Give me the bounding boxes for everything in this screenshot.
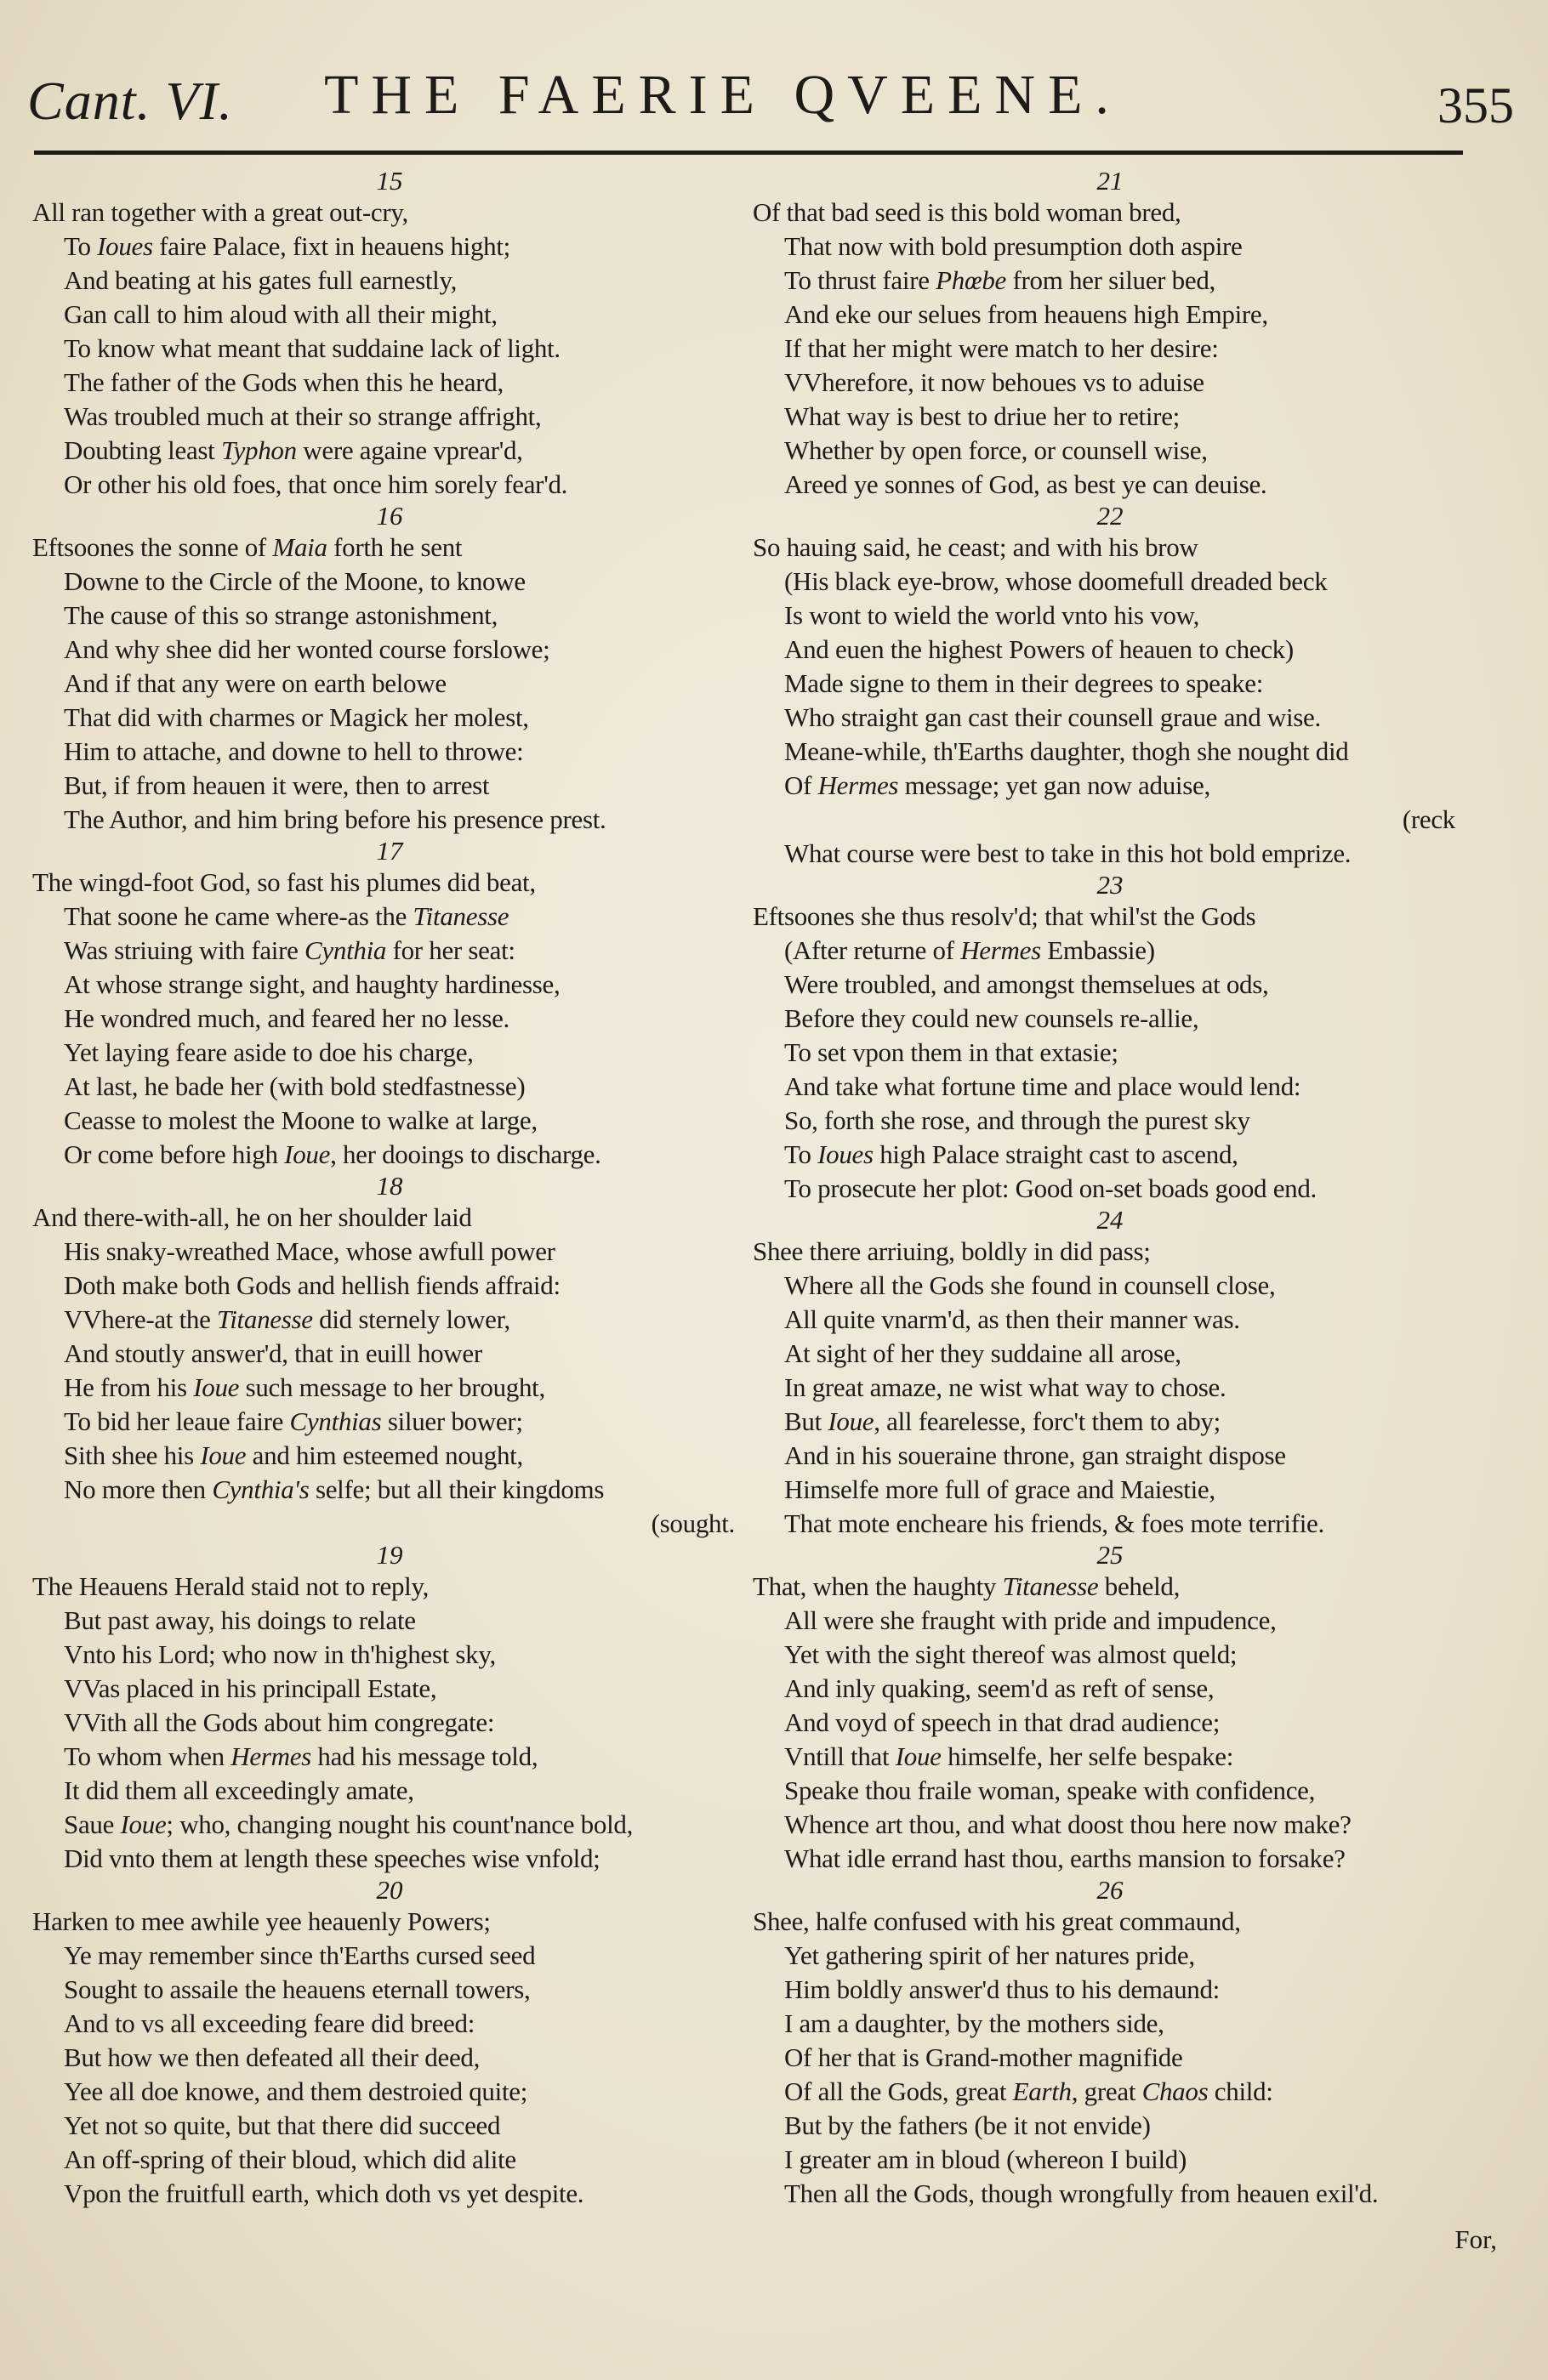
- verse-line: VVith all the Gods about him congregate:: [64, 1707, 495, 1737]
- verse-line: To set vpon them in that extasie;: [784, 1037, 1118, 1067]
- verse-line: The cause of this so strange astonishment,: [64, 600, 498, 630]
- verse-line: Vpon the fruitfull earth, which doth vs yet despite.: [64, 2178, 584, 2208]
- verse-line: Were troubled, and amongst themselues at ods,: [784, 969, 1269, 999]
- verse-line: Did vnto them at length these speeches wise vnfold;: [64, 1843, 600, 1873]
- header-rule: [34, 151, 1463, 155]
- verse-line: Shee, halfe confused with his great commaund,: [753, 1906, 1241, 1936]
- verse-line: He from his Ioue such message to her brought,: [64, 1372, 545, 1402]
- verse-line: Where all the Gods she found in counsell close,: [784, 1270, 1276, 1300]
- verse-line: And euen the highest Powers of heauen to check): [784, 634, 1294, 664]
- verse-line: It did them all exceedingly amate,: [64, 1775, 414, 1805]
- verse-line: Or other his old foes, that once him sorely fear'd.: [64, 469, 568, 499]
- verse-line: Or come before high Ioue, her dooings to discharge.: [64, 1139, 601, 1169]
- verse-line: That did with charmes or Magick her molest,: [64, 702, 529, 732]
- verse-line: Yet with the sight thereof was almost queld;: [784, 1639, 1238, 1669]
- verse-line: Who straight gan cast their counsell graue and wise.: [784, 702, 1321, 732]
- verse-line: And eke our selues from heauens high Empire,: [784, 299, 1268, 329]
- verse-line: Eftsoones the sonne of Maia forth he sent: [32, 532, 463, 562]
- verse-line: But past away, his doings to relate: [64, 1605, 416, 1635]
- verse-line: All ran together with a great out-cry,: [32, 197, 409, 227]
- verse-line: Yet not so quite, but that there did succeed: [64, 2110, 501, 2140]
- verse-line: Yet gathering spirit of her natures pride,: [784, 1940, 1195, 1970]
- verse-line: Harken to mee awhile yee heauenly Powers;: [32, 1906, 491, 1936]
- verse-line: What course were best to take in this hot bold emprize.: [784, 838, 1352, 868]
- verse-line: All quite vnarm'd, as then their manner was.: [784, 1304, 1240, 1334]
- verse-line: Whether by open force, or counsell wise,: [784, 435, 1208, 465]
- catchword: For,: [1454, 2224, 1497, 2254]
- left-column: [32, 167, 747, 2211]
- verse-line: Sought to assaile the heauens eternall towers,: [64, 1974, 531, 2004]
- verse-line: (His black eye-brow, whose doomefull dreaded beck: [784, 566, 1328, 596]
- verse-line: Him boldly answer'd thus to his demaund:: [784, 1974, 1220, 2004]
- verse-line: At sight of her they suddaine all arose,: [784, 1338, 1181, 1368]
- verse-line: Doth make both Gods and hellish fiends affraid:: [64, 1270, 561, 1300]
- verse-line: Vntill that Ioue himselfe, her selfe bespake:: [784, 1741, 1234, 1771]
- verse-line: At whose strange sight, and haughty hardinesse,: [64, 969, 561, 999]
- stanza-number: 23: [1096, 870, 1124, 900]
- verse-line: Eftsoones she thus resolv'd; that whil'st the Gods: [753, 901, 1256, 931]
- verse-line: Made signe to them in their degrees to speake:: [784, 668, 1264, 698]
- right-column: [753, 167, 1467, 2211]
- stanza-number: 18: [376, 1171, 403, 1201]
- canto-label: Cant. VI.: [27, 71, 233, 131]
- verse-line: And if that any were on earth belowe: [64, 668, 447, 698]
- verse-line: VVhere-at the Titanesse did sternely lower,: [64, 1304, 510, 1334]
- stanza-number: 21: [1096, 166, 1124, 196]
- verse-line: Was troubled much at their so strange affright,: [64, 401, 542, 431]
- stanza-number: 17: [376, 836, 403, 866]
- stanza-number: 25: [1096, 1540, 1124, 1570]
- verse-line: Then all the Gods, though wrongfully from heauen exil'd.: [784, 2178, 1379, 2208]
- verse-line: And in his soueraine throne, gan straight dispose: [784, 1440, 1286, 1470]
- verse-line: The father of the Gods when this he heard,: [64, 367, 504, 397]
- verse-line: All were she fraught with pride and impudence,: [784, 1605, 1277, 1635]
- verse-line: But how we then defeated all their deed,: [64, 2042, 481, 2072]
- stanza-number: 20: [376, 1875, 403, 1905]
- verse-line: Downe to the Circle of the Moone, to knowe: [64, 566, 526, 596]
- verse-line: The Heauens Herald staid not to reply,: [32, 1571, 430, 1601]
- verse-line: At last, he bade her (with bold stedfastnesse): [64, 1071, 526, 1101]
- verse-line: That now with bold presumption doth aspire: [784, 231, 1243, 261]
- verse-line: Ceasse to molest the Moone to walke at large,: [64, 1105, 538, 1135]
- verse-line: And there-with-all, he on her shoulder laid: [32, 1202, 472, 1232]
- verse-line: Saue Ioue; who, changing nought his count'nance bold,: [64, 1809, 634, 1839]
- verse-line: Ye may remember since th'Earths cursed seed: [64, 1940, 536, 1970]
- verse-line: So hauing said, he ceast; and with his brow: [753, 532, 1198, 562]
- verse-line: To bid her leaue faire Cynthias siluer bower;: [64, 1406, 523, 1436]
- verse-line: And voyd of speech in that drad audience;: [784, 1707, 1221, 1737]
- verse-line: Vnto his Lord; who now in th'highest sky,: [64, 1639, 497, 1669]
- verse-line: Of all the Gods, great Earth, great Chaos child:: [784, 2076, 1273, 2106]
- stanza-number: 15: [376, 166, 403, 196]
- verse-line: If that her might were match to her desire:: [784, 333, 1219, 363]
- verse-line: To Ioues high Palace straight cast to ascend,: [784, 1139, 1238, 1169]
- verse-line: That mote encheare his friends, & foes mote terrifie.: [784, 1508, 1324, 1538]
- verse-line: I am a daughter, by the mothers side,: [784, 2008, 1164, 2038]
- verse-line: Yee all doe knowe, and them destroied quite;: [64, 2076, 528, 2106]
- verse-line: No more then Cynthia's selfe; but all their kingdoms: [64, 1474, 605, 1504]
- verse-line: To prosecute her plot: Good on-set boads good end.: [784, 1173, 1318, 1203]
- verse-line: Areed ye sonnes of God, as best ye can deuise.: [784, 469, 1267, 499]
- running-header: [0, 0, 1548, 170]
- verse-line: What idle errand hast thou, earths mansion to forsake?: [784, 1843, 1346, 1873]
- verse-line: Him to attache, and downe to hell to throwe:: [64, 736, 524, 766]
- verse-line: That soone he came where-as the Titanesse: [64, 901, 509, 931]
- verse-line: Yet laying feare aside to doe his charge,: [64, 1037, 474, 1067]
- verse-line: And take what fortune time and place would lend:: [784, 1071, 1301, 1101]
- verse-line: I greater am in bloud (whereon I build): [784, 2144, 1187, 2174]
- verse-line: Meane-while, th'Earths daughter, thogh she nought did: [784, 736, 1349, 766]
- verse-line: Of her that is Grand-mother magnifide: [784, 2042, 1183, 2072]
- verse-line: The wingd-foot God, so fast his plumes did beat,: [32, 867, 536, 897]
- verse-line: An off-spring of their bloud, which did alite: [64, 2144, 516, 2174]
- verse-line: In great amaze, ne wist what way to chose.: [784, 1372, 1226, 1402]
- stanza-number: 26: [1096, 1875, 1124, 1905]
- verse-line: But Ioue, all fearelesse, forc't them to aby;: [784, 1406, 1221, 1436]
- verse-line: To know what meant that suddaine lack of light.: [64, 333, 561, 363]
- page-number: 355: [1437, 77, 1514, 133]
- verse-line: To whom when Hermes had his message told,: [64, 1741, 538, 1771]
- verse-line: Sith shee his Ioue and him esteemed nought,: [64, 1440, 523, 1470]
- verse-line: (After returne of Hermes Embassie): [784, 935, 1155, 965]
- verse-line: So, forth she rose, and through the purest sky: [784, 1105, 1250, 1135]
- verse-line: Of Hermes message; yet gan now aduise,: [784, 770, 1210, 800]
- verse-line: But by the fathers (be it not envide): [784, 2110, 1151, 2140]
- verse-line: (sought.: [651, 1508, 735, 1538]
- verse-line: He wondred much, and feared her no lesse.: [64, 1003, 510, 1033]
- verse-line: Shee there arriuing, boldly in did pass;: [753, 1236, 1151, 1266]
- verse-line: Was striuing with faire Cynthia for her seat:: [64, 935, 515, 965]
- verse-line: And stoutly answer'd, that in euill hower: [64, 1338, 482, 1368]
- verse-line: Whence art thou, and what doost thou here now make?: [784, 1809, 1352, 1839]
- verse-line: The Author, and him bring before his presence prest.: [64, 804, 606, 834]
- verse-line: And inly quaking, seem'd as reft of sense,: [784, 1673, 1215, 1703]
- verse-line: Himselfe more full of grace and Maiestie,: [784, 1474, 1215, 1504]
- verse-line: And to vs all exceeding feare did breed:: [64, 2008, 475, 2038]
- verse-line: His snaky-wreathed Mace, whose awfull power: [64, 1236, 555, 1266]
- stanza-number: 16: [376, 501, 403, 531]
- verse-line: That, when the haughty Titanesse beheld,: [753, 1571, 1181, 1601]
- stanza-number: 24: [1096, 1205, 1124, 1235]
- verse-line: But, if from heauen it were, then to arrest: [64, 770, 490, 800]
- verse-line: Is wont to wield the world vnto his vow,: [784, 600, 1200, 630]
- verse-line: What way is best to driue her to retire;: [784, 401, 1180, 431]
- verse-line: Doubting least Typhon were againe vprear'd,: [64, 435, 523, 465]
- verse-line: VVherefore, it now behoues vs to aduise: [784, 367, 1204, 397]
- verse-line: And beating at his gates full earnestly,: [64, 265, 458, 295]
- verse-line: Speake thou fraile woman, speake with confidence,: [784, 1775, 1316, 1805]
- stanza-number: 19: [376, 1540, 403, 1570]
- verse-line: (reck: [1402, 804, 1455, 834]
- verse-line: To Ioues faire Palace, fixt in heauens hight;: [64, 231, 510, 261]
- page-title: THE FAERIE QVEENE.: [324, 64, 1122, 126]
- verse-line: And why shee did her wonted course forslowe;: [64, 634, 550, 664]
- verse-line: VVas placed in his principall Estate,: [64, 1673, 437, 1703]
- verse-line: Gan call to him aloud with all their might,: [64, 299, 498, 329]
- verse-line: Of that bad seed is this bold woman bred,: [753, 197, 1181, 227]
- verse-line: Before they could new counsels re-allie,: [784, 1003, 1199, 1033]
- verse-line: To thrust faire Phœbe from her siluer bed,: [784, 265, 1215, 295]
- stanza-number: 22: [1096, 501, 1124, 531]
